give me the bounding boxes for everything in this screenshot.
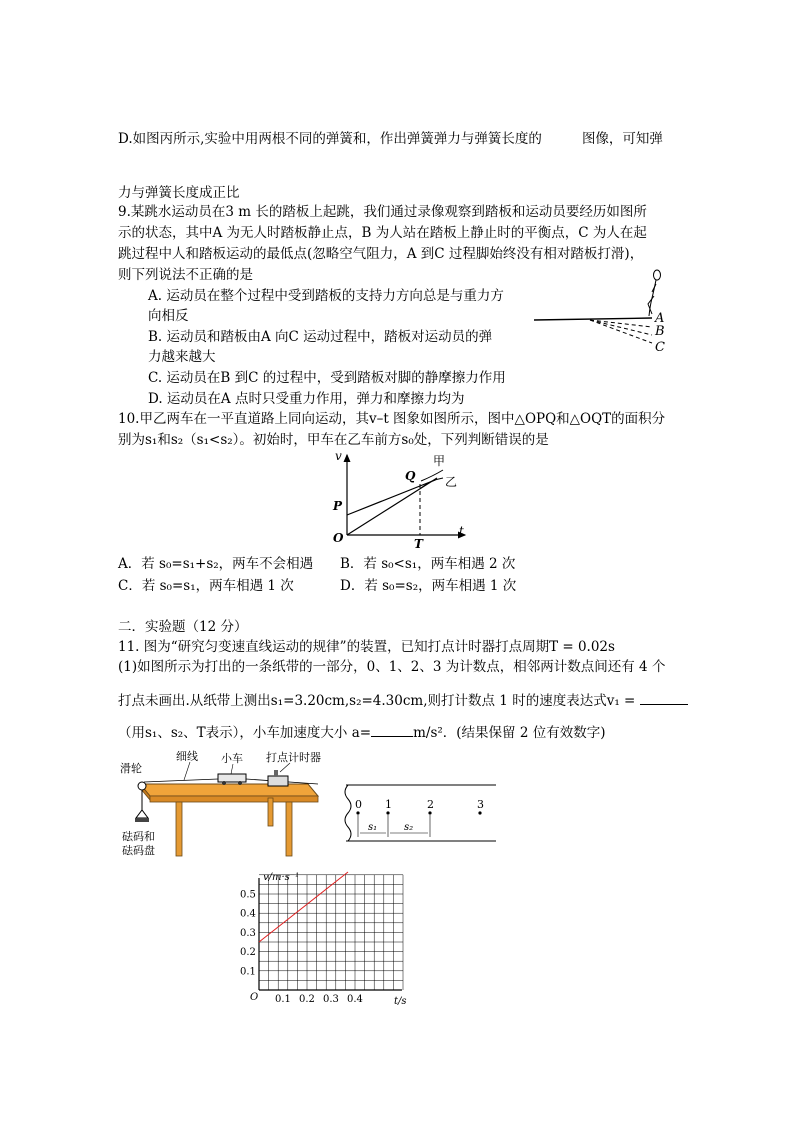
q10-option-b: B．若 s₀<s₁，两车相遇 2 次 [340, 556, 516, 572]
q10-option-a: A．若 s₀=s₁+s₂，两车不会相遇 [118, 556, 314, 572]
chart-xtick-label: 0.3 [323, 994, 339, 1005]
q9-option-a-line2: 向相反 [148, 308, 189, 324]
tape-s1-label: s₁ [368, 822, 378, 833]
q9-option-a-line1: A. 运动员在整个过程中受到踏板的支持力方向总是与重力方 [148, 288, 504, 304]
weights-label-1: 砝码和 [122, 830, 155, 843]
section-2-title: 二．实验题（12 分） [118, 619, 248, 635]
board-label-a: A [655, 311, 665, 326]
q9-stem-line3: 跳过程中人和踏板运动的最低点(忽略空气阻力，A 到C 过程脚始终没有相对踏板打滑)， [118, 246, 644, 262]
q11-stem-line3: 打点未画出.从纸带上测出s₁=3.20cm,s₂=4.30cm,则打计数点 1 时的速度表达式v₁ = [118, 690, 688, 711]
chart-xtick-label: 0.1 [275, 994, 291, 1005]
tape-point-3: 3 [477, 798, 484, 811]
q9-stem-line4: 则下列说法不正确的是 [118, 267, 253, 283]
acceleration-answer-blank[interactable] [371, 722, 413, 737]
graph-t-point-label: T [414, 537, 423, 550]
cart-label: 小车 [221, 752, 243, 765]
chart-ytick-label: 0.5 [240, 889, 256, 901]
q11-stem-line2: (1)如图所示为打出的一条纸带的一部分，0、1、2、3 为计数点，相邻两计数点间还有 4 个 [118, 659, 666, 675]
q10-option-d: D．若 s₀=s₂，两车相遇 1 次 [340, 578, 517, 594]
q10-stem-line1: 10.甲乙两车在一平直道路上同向运动，其v–t 图象如图所示，图中△OPQ和△OQT的面积分 [118, 411, 666, 427]
chart-ytick-label: 0.2 [240, 947, 256, 959]
board-label-c: C [655, 340, 665, 355]
graph-p-label: P [333, 499, 343, 513]
graph-t-label: t [459, 524, 464, 538]
q9-option-b-line1: B. 运动员和踏板由A 向C 运动过程中，踏板对运动员的弹 [148, 329, 493, 345]
chart-ytick-label: 0.4 [240, 908, 256, 920]
q11-stem-line1: 11. 图为“研究匀变速直线运动的规律”的装置，已知打点计时器打点周期T = 0.02s [118, 639, 615, 655]
graph-q-label: Q [405, 469, 416, 483]
diving-board-figure [530, 266, 680, 358]
weights-label-2: 砝码盘 [122, 844, 155, 857]
q8-option-d-line1: D.如图丙所示,实验中用两根不同的弹簧和，作出弹簧弹力与弹簧长度的 图像，可知弹 [118, 131, 663, 147]
graph-o-label: O [333, 531, 344, 545]
q9-stem-line2: 示的状态，其中A 为无人时踏板静止点，B 为人站在踏板上静止时的平衡点，C 为人在起 [118, 225, 647, 241]
q9-option-b-line2: 力越来越大 [148, 349, 216, 365]
q10-stem-line2: 别为s₁和s₂（s₁<s₂）。初始时，甲车在乙车前方s₀处，下列判断错误的是 [118, 432, 549, 448]
paper-tape-figure [340, 783, 500, 845]
q11-stem-line4: （用s₁、s₂、T表示），小车加速度大小 a= m/s²．(结果保留 2 位有效数字) [118, 722, 606, 743]
string-label: 细线 [176, 750, 198, 763]
chart-xtick-label: 0.2 [299, 994, 315, 1005]
board-label-b: B [655, 324, 665, 339]
q11-vt-grid-chart [228, 868, 418, 1008]
graph-yi-label: 乙 [445, 475, 458, 489]
timer-label: 打点计时器 [266, 751, 321, 764]
chart-ytick-label: 0.3 [240, 927, 256, 939]
tape-point-1: 1 [385, 798, 392, 811]
pulley-label: 滑轮 [120, 762, 142, 775]
graph-jia-label: 甲 [433, 454, 446, 468]
graph-v-label: v [335, 450, 342, 463]
q9-option-c: C. 运动员在B 到C 的过程中，受到踏板对脚的静摩擦力作用 [148, 370, 506, 386]
velocity-answer-blank[interactable] [640, 690, 688, 705]
tape-s2-label: s₂ [404, 822, 414, 833]
chart-ytick-label: 0.1 [240, 966, 256, 978]
chart-ylabel: v/m·s⁻¹ [263, 872, 300, 883]
q9-stem-line1: 9.某跳水运动员在3 m 长的踏板上起跳，我们通过录像观察到踏板和运动员要经历如图所 [118, 204, 647, 220]
chart-xlabel: t/s [394, 996, 407, 1007]
tape-point-2: 2 [427, 798, 434, 811]
q8-option-d-line2: 力与弹簧长度成正比 [118, 185, 240, 201]
q9-option-d: D. 运动员在A 点时只受重力作用，弹力和摩擦力均为 [148, 391, 465, 407]
apparatus-figure [118, 748, 330, 860]
q10-option-c: C．若 s₀=s₁，两车相遇 1 次 [118, 578, 294, 594]
chart-xtick-label: 0.4 [347, 994, 363, 1005]
chart-grid [259, 875, 403, 990]
chart-origin: O [250, 992, 259, 1003]
q10-vt-graph [325, 450, 485, 550]
tape-point-0: 0 [355, 798, 362, 811]
